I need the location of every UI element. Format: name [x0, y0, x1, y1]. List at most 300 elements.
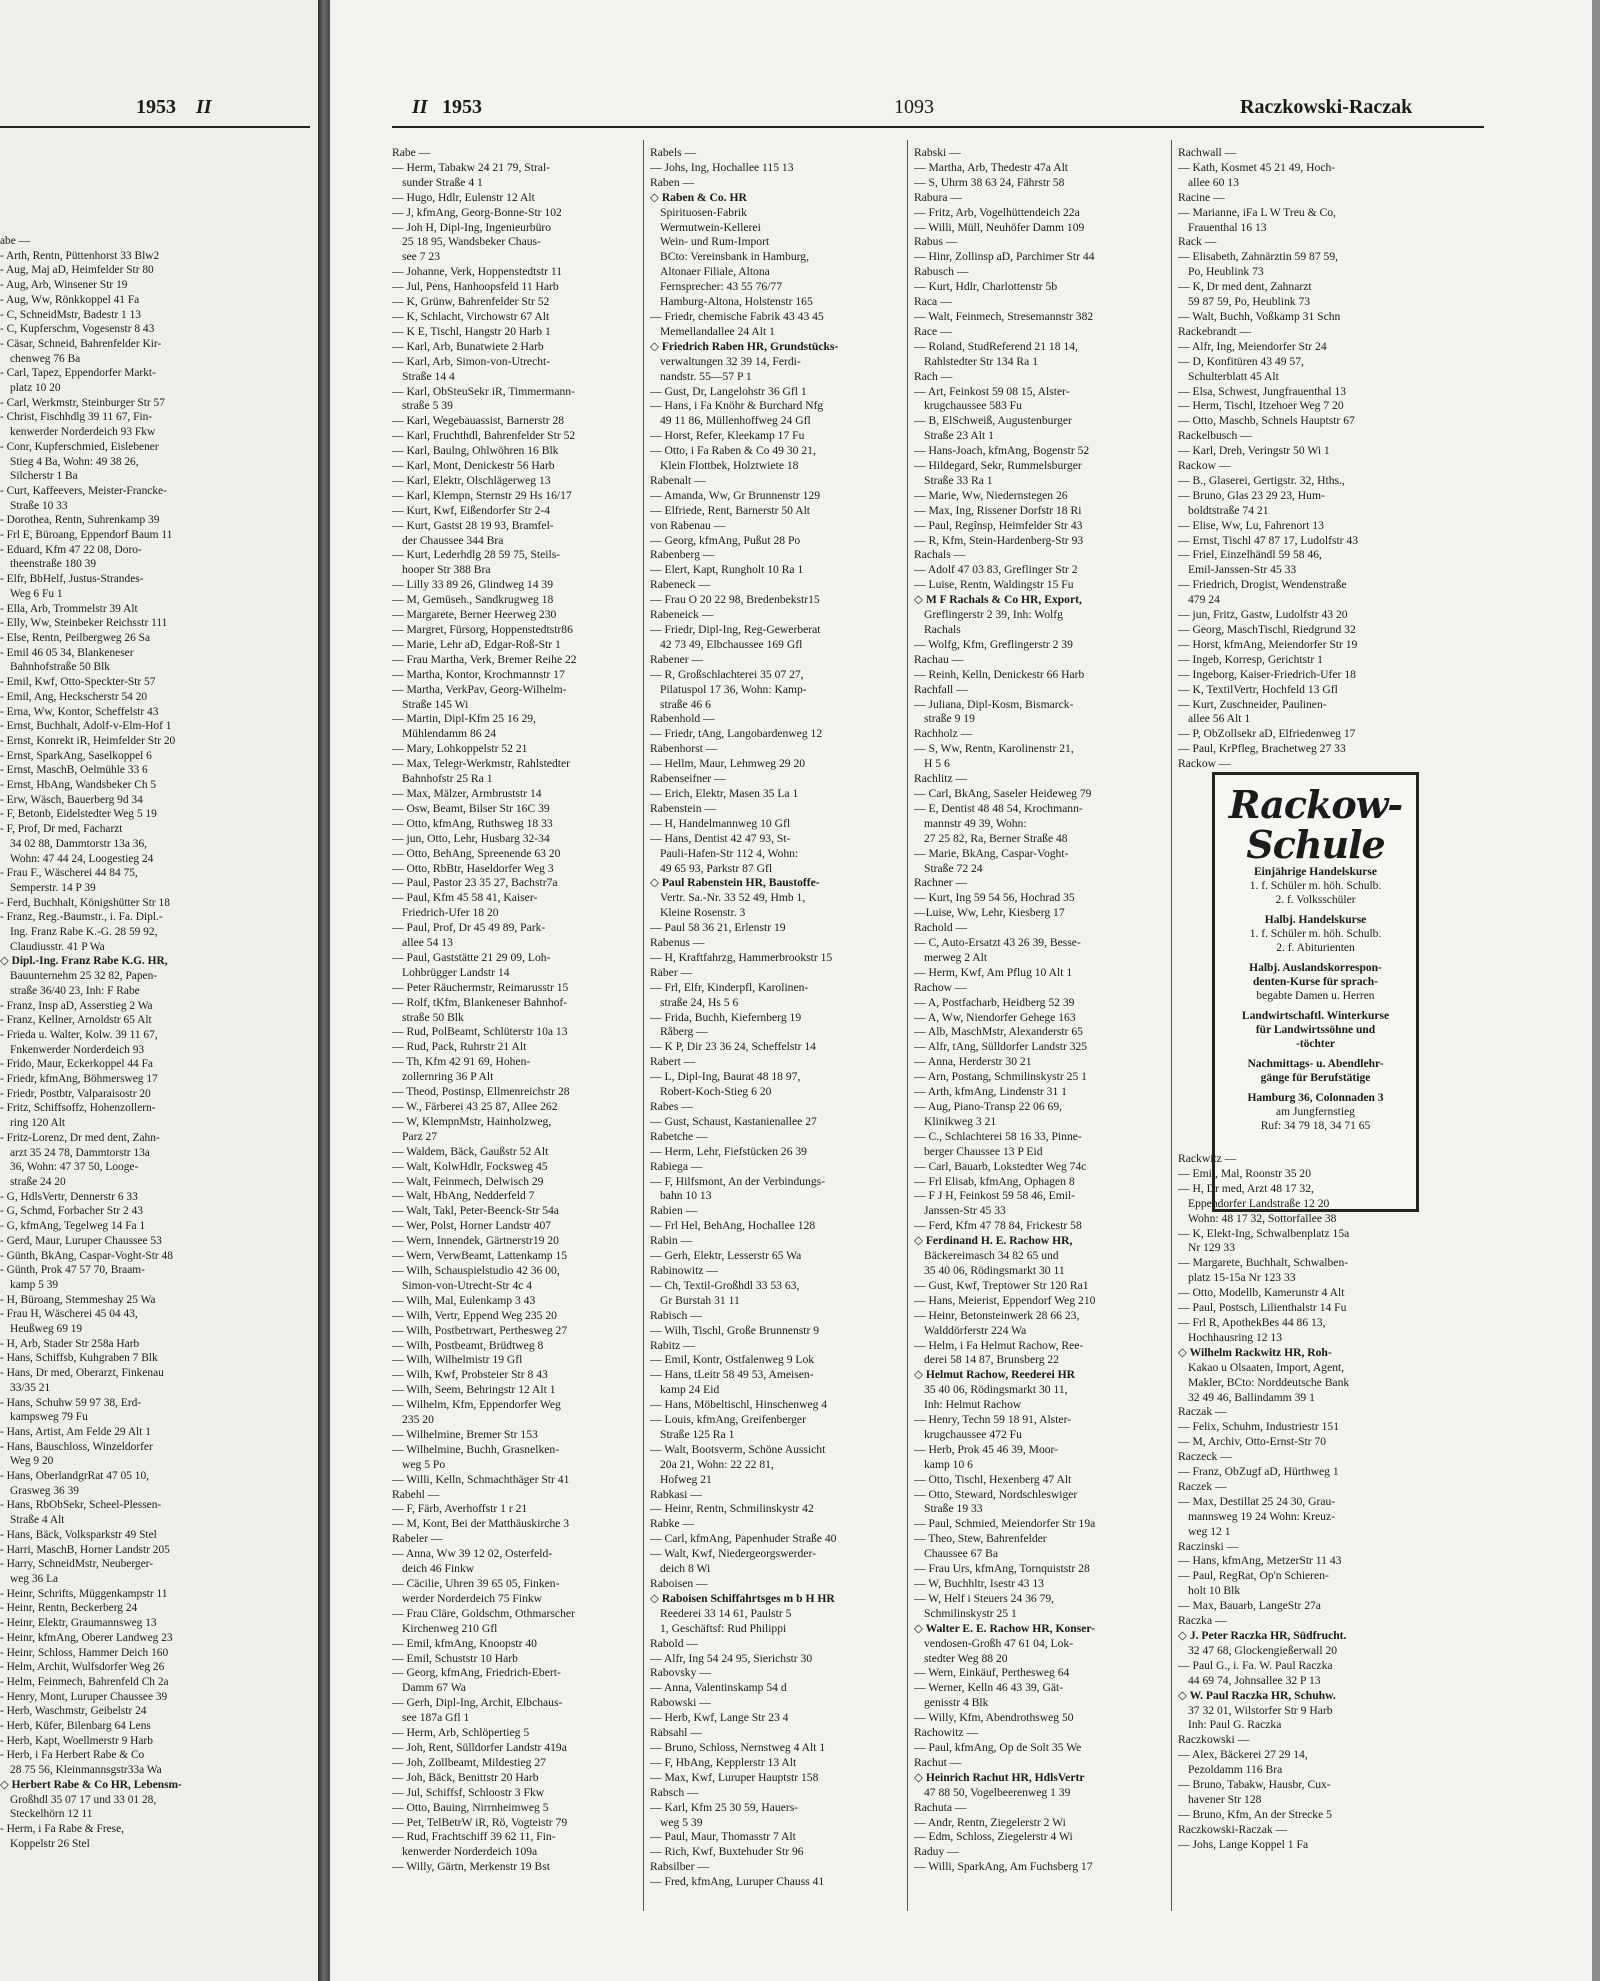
surname-heading: Raczek — [1178, 1479, 1227, 1493]
directory-entry: — Hellm, Maur, Lehmweg 29 20 [650, 757, 806, 771]
directory-entry: — Luise, Rentn, Waldingstr 15 Fu [914, 578, 1074, 592]
surname-heading: Raczka — [1178, 1614, 1227, 1628]
directory-entry: straße 50 Blk [402, 1010, 464, 1024]
directory-entry: — Paul, RegRat, Op'n Schieren- [1178, 1569, 1329, 1583]
directory-entry: - Elly, Ww, Steinbeker Reichsstr 111 [0, 617, 168, 630]
directory-entry: — Herm, Lehr, Fiefstücken 26 39 [650, 1144, 807, 1158]
directory-entry: — Lilly 33 89 26, Glindweg 14 39 [392, 578, 554, 592]
directory-entry: kamp 10 6 [924, 1457, 973, 1471]
surname-heading: Racine — [1178, 190, 1225, 204]
directory-entry: — Walt, Takl, Peter-Beenck-Str 54a [392, 1204, 559, 1218]
directory-entry: Nr 129 33 [1188, 1241, 1236, 1255]
directory-entry: — Hans, tLeitr 58 49 53, Ameisen- [650, 1368, 814, 1382]
directory-entry: — Marie, BkAng, Caspar-Voght- [914, 846, 1069, 860]
directory-entry: — Otto, BehAng, Spreenende 63 20 [392, 846, 561, 860]
directory-entry: kenwerder Norderdeich 93 Fkw [10, 426, 156, 439]
surname-heading: Rabener — [650, 652, 704, 666]
directory-entry: - Dorothea, Rentn, Suhrenkamp 39 [0, 514, 160, 527]
directory-entry: ring 120 Alt [10, 1117, 66, 1130]
directory-entry: — Herm, Arb, Schlöpertieg 5 [392, 1726, 530, 1740]
directory-entry: krugchaussee 472 Fu [924, 1427, 1022, 1441]
directory-entry: — Wilh, Mal, Eulenkamp 3 43 [392, 1293, 536, 1307]
directory-entry: — H, Kraftfahrzg, Hammerbrookstr 15 [650, 950, 833, 964]
directory-entry: — Georg, kfmAng, Pußut 28 Po [650, 533, 801, 547]
directory-entry: 35 40 06, Rödingsmarkt 30 11, [924, 1383, 1068, 1397]
directory-entry: 37 32 01, Wilstorfer Str 9 Harb [1188, 1703, 1333, 1717]
surname-heading: Rabetche — [650, 1129, 708, 1143]
directory-entry: — K, Schlacht, Virchowstr 67 Alt [392, 309, 550, 323]
directory-entry: Schmilinskystr 25 1 [924, 1606, 1017, 1620]
directory-entry: Hofweg 21 [660, 1472, 712, 1486]
directory-entry: Råberg — [660, 1025, 708, 1039]
directory-entry: — Max, Ing, Rissener Dorfstr 18 Ri [914, 503, 1082, 517]
directory-entry: Straße 145 Wi [402, 697, 469, 711]
directory-entry: - Ernst, SparkAng, Saselkoppel 6 [0, 749, 152, 762]
directory-entry: - Hans, Dr med, Oberarzt, Finkenau [0, 1367, 164, 1380]
directory-entry: — Paul, Schmied, Meiendorfer Str 19a [914, 1517, 1096, 1531]
surname-heading: Raboisen — [650, 1577, 708, 1590]
surname-heading: Rabes — [650, 1100, 693, 1113]
directory-entry: — Arth, kfmAng, Lindenstr 31 1 [914, 1085, 1067, 1099]
directory-entry: — F, HbAng, Kepplerstr 13 Alt [650, 1755, 797, 1769]
directory-entry: derei 58 14 87, Brunsberg 22 [924, 1353, 1060, 1367]
directory-entry: Friedrich-Ufer 18 20 [402, 906, 499, 920]
directory-entry: — Frl Hel, BehAng, Hochallee 128 [650, 1219, 816, 1233]
directory-entry: — Wolfg, Kfm, Greflingerstr 2 39 [914, 637, 1073, 651]
directory-entry: 235 20 [402, 1413, 434, 1427]
ad-line: -töchter [1296, 1038, 1335, 1050]
ad-title: Rackow-Schule [1228, 782, 1403, 867]
directory-entry: deich 46 Finkw [402, 1562, 475, 1576]
header-year: 1953 [442, 96, 482, 118]
directory-entry: — R, Großschlachterei 35 07 27, [650, 667, 804, 681]
directory-entry: 47 88 50, Vogelbeerenweg 1 39 [924, 1785, 1071, 1799]
surname-heading: Raczkowski-Raczak — [1178, 1822, 1288, 1836]
directory-entry: - Ernst, Konrekt iR, Heimfelder Str 20 [0, 734, 176, 747]
directory-entry: 20a 21, Wohn: 22 22 81, [660, 1457, 774, 1471]
ad-line: am Jungfernstieg [1276, 1106, 1355, 1118]
directory-entry: — Alex, Bäckerei 27 29 14, [1178, 1748, 1308, 1762]
directory-entry: — jun, Otto, Lehr, Husbarg 32-34 [392, 831, 550, 845]
directory-entry: 33/35 21 [10, 1381, 51, 1394]
surname-heading: Rach — [914, 369, 953, 383]
directory-entry: — Marianne, iFa L W Treu & Co, [1178, 205, 1336, 219]
surname-heading: Rabien — [650, 1204, 698, 1218]
directory-entry: — Theod, Postinsp, Ellmenreichstr 28 [392, 1085, 570, 1099]
ad-line: Ruf: 34 79 18, 34 71 65 [1260, 1120, 1371, 1132]
directory-entry: straße 36/40 23, Inh: F Rabe [10, 984, 140, 997]
directory-entry: — Jul, Schiffsf, Schloostr 3 Fkw [392, 1785, 545, 1799]
directory-entry: — Louis, kfmAng, Greifenberger [650, 1413, 806, 1427]
directory-entry: — M, Gemüseh., Sandkrugweg 18 [392, 593, 554, 607]
directory-entry: — Anna, Herderstr 30 21 [914, 1055, 1032, 1069]
directory-entry: — Walt, Feinmech, Delwisch 29 [392, 1174, 544, 1188]
directory-entry: — Reinh, Kelln, Denickestr 66 Harb [914, 667, 1085, 681]
directory-entry: — Theo, Stew, Bahrenfelder [914, 1532, 1047, 1546]
directory-entry: Grasweg 36 39 [10, 1484, 79, 1497]
surname-heading: Rabkasi — [650, 1487, 702, 1501]
directory-entry: - H, Arb, Stader Str 258a Harb [0, 1337, 140, 1350]
directory-entry: Straße 14 4 [402, 369, 455, 383]
directory-entry: — Georg, kfmAng, Friedrich-Ebert- [392, 1666, 561, 1680]
directory-entry: — Cäcilie, Uhren 39 65 05, Finken- [392, 1577, 560, 1590]
directory-entry: - C, Kupferschm, Vogesenstr 8 43 [0, 323, 155, 336]
directory-entry: 1, Geschäftsf: Rud Philippi [660, 1621, 787, 1635]
directory-entry: — Emil, Schuststr 10 Harb [392, 1651, 518, 1665]
surname-heading: Rabowski — [650, 1696, 711, 1710]
directory-entry: — Emil, kfmAng, Knoopstr 40 [392, 1636, 537, 1650]
directory-entry: — Henry, Techn 59 18 91, Alster- [914, 1413, 1072, 1427]
directory-entry: — Hildegard, Sekr, Rummelsburger [914, 459, 1082, 473]
directory-entry: — Alfr, Ing, Meiendorfer Str 24 [1178, 339, 1327, 353]
directory-entry: — Otto, RbBtr, Haseldorfer Weg 3 [392, 861, 554, 875]
directory-entry: - F, Betonb, Eidelstedter Weg 5 19 [0, 808, 157, 821]
directory-entry: - Frl E, Büroang, Eppendorf Baum 11 [0, 529, 173, 542]
directory-entry: 49 11 86, Müllenhoffweg 24 Gfl [660, 414, 811, 428]
directory-entry: Altonaer Filiale, Altona [660, 265, 770, 279]
directory-entry: — H, Handelmannweg 10 Gfl [650, 816, 791, 830]
directory-entry: — Jul, Pens, Hanhoopsfeld 11 Harb [392, 280, 559, 294]
directory-entry: - Eduard, Kfm 47 22 08, Doro- [0, 543, 142, 556]
directory-entry: — Art, Feinkost 59 08 15, Alster- [914, 384, 1070, 398]
directory-entry: verwaltungen 32 39 14, Ferdi- [660, 354, 801, 368]
directory-entry: — K E, Tischl, Hangstr 20 Harb 1 [392, 324, 551, 338]
directory-entry: Hamburg-Altona, Holstenstr 165 [660, 295, 813, 309]
directory-entry: ◇ Raben & Co. HR [650, 190, 747, 204]
directory-entry: werder Norderdeich 75 Finkw [402, 1591, 543, 1605]
directory-entry: — Frida, Buchh, Kiefernberg 19 [650, 1010, 802, 1024]
directory-entry: — Max, Bauarb, LangeStr 27a [1178, 1599, 1321, 1613]
surname-heading: Raczinski — [1178, 1539, 1239, 1553]
directory-entry: — Max, Destillat 25 24 30, Grau- [1178, 1494, 1336, 1508]
directory-entry: — Max, Telegr-Werkmstr, Rahlstedter [392, 757, 570, 771]
directory-entry: — Bruno, Glas 23 29 23, Hum- [1178, 488, 1325, 502]
directory-entry: - Conr, Kupferschmied, Eislebener [0, 440, 159, 453]
directory-entry: — S, Ww, Rentn, Karolinenstr 21, [914, 742, 1074, 756]
directory-entry: — W, Helf i Steuers 24 36 79, [914, 1591, 1055, 1605]
directory-entry: — Kurt, Lederhdlg 28 59 75, Steils- [392, 548, 561, 562]
directory-entry: — jun, Fritz, Gastw, Ludolfstr 43 20 [1178, 608, 1348, 622]
directory-entry: — Paul, Gaststätte 21 29 09, Loh- [392, 950, 551, 964]
directory-entry: — Willi, Kelln, Schmachthäger Str 41 [392, 1472, 570, 1486]
directory-entry: - Heinr, Schrifts, Müggenkampstr 11 [0, 1587, 168, 1600]
directory-entry: — W., Färberei 43 25 87, Allee 262 [392, 1100, 558, 1113]
directory-entry: - G, Schmd, Forbacher Str 2 43 [0, 1205, 143, 1218]
left-page [0, 0, 320, 1981]
ad-line: 2. f. Abiturienten [1276, 942, 1355, 954]
directory-entry: - Friedr, kfmAng, Böhmersweg 17 [0, 1073, 158, 1086]
directory-entry: - Franz, Kellner, Arnoldstr 65 Alt [0, 1014, 152, 1027]
directory-entry: — K, Elekt-Ing, Schwalbenplatz 15a [1178, 1226, 1350, 1240]
directory-entry: genisstr 4 Blk [924, 1696, 989, 1710]
directory-entry: — Paul, Prof, Dr 45 49 89, Park- [392, 921, 546, 935]
ad-line: begabte Damen u. Herren [1256, 990, 1375, 1002]
directory-entry: — Gust, Kwf, Treptower Str 120 Ra1 [914, 1278, 1089, 1292]
directory-entry: — Alfr, Ing 54 24 95, Sierichstr 30 [650, 1651, 813, 1665]
surname-heading: Rabehl — [392, 1487, 440, 1501]
directory-entry: Kirchenweg 210 Gfl [402, 1621, 498, 1635]
directory-entry: - Hans, OberlandgrRat 47 05 10, [0, 1470, 149, 1483]
directory-entry: - Günth, Prok 47 57 70, Braam- [0, 1264, 145, 1277]
directory-entry: bahn 10 13 [660, 1189, 712, 1203]
directory-entry: — Walt, HbAng, Nedderfeld 7 [392, 1189, 535, 1203]
directory-entry: - Helm, Feinmech, Bahrenfeld Ch 2a [0, 1675, 169, 1688]
directory-entry: — Adolf 47 03 83, Greflinger Str 2 [914, 563, 1078, 577]
directory-entry: 479 24 [1188, 593, 1220, 607]
directory-entry: ◇ Dipl.-Ing. Franz Rabe K.G. HR, [0, 955, 168, 968]
directory-entry: Simon-von-Utrecht-Str 4c 4 [402, 1278, 533, 1292]
directory-entry: see 187a Gfl 1 [402, 1711, 470, 1725]
surname-heading: Rachholz — [914, 727, 973, 741]
directory-entry: — Gerh, Dipl-Ing, Archit, Elbchaus- [392, 1696, 563, 1710]
directory-entry: — Wilhelmine, Bremer Str 153 [392, 1427, 538, 1441]
directory-entry: - Franz, Insp aD, Asserstieg 2 Wa [0, 999, 153, 1012]
directory-entry: Pezoldamm 116 Bra [1188, 1763, 1283, 1777]
directory-entry: — Marie, Lehr aD, Edgar-Roß-Str 1 [392, 637, 561, 651]
directory-entry: — Margret, Fürsorg, Hoppenstedtstr86 [392, 623, 573, 636]
directory-entry: — Willi, Müll, Neuhöfer Damm 109 [914, 220, 1085, 234]
directory-entry: — F, Hilfsmont, An der Verbindungs- [650, 1174, 826, 1188]
directory-entry: boldtstraße 74 21 [1188, 503, 1269, 517]
page-header [330, 92, 1592, 126]
surname-heading: Rabisch — [650, 1308, 702, 1322]
surname-heading: Rabovsky — [650, 1666, 711, 1680]
surname-heading: Rabsilber — [650, 1860, 709, 1874]
directory-entry: — Franz, ObZugf aD, Hürthweg 1 [1178, 1465, 1339, 1479]
directory-entry: platz 10 20 [10, 382, 61, 395]
directory-entry: — Ferd, Kfm 47 78 84, Frickestr 58 [914, 1219, 1082, 1233]
directory-entry: Fernsprecher: 43 55 76/77 [660, 280, 783, 294]
directory-entry: — Fritz, Arb, Vogelhüttendeich 22a [914, 205, 1080, 219]
directory-entry: — Mary, Lohkoppelstr 52 21 [392, 742, 528, 756]
surname-heading: Rabusch — [914, 265, 969, 279]
directory-entry: — B., Glaserei, Gertigstr. 32, Hths., [1178, 473, 1345, 487]
directory-entry: — Rud, PolBeamt, Schlüterstr 10a 13 [392, 1025, 568, 1039]
directory-entry: Rahlstedter Str 134 Ra 1 [924, 354, 1038, 368]
directory-entry: — Gust, Dr, Langelohstr 36 Gfl 1 [650, 384, 807, 398]
directory-entry: - Herm, i Fa Rabe & Frese, [0, 1822, 125, 1835]
directory-entry: - Curt, Kaffeevers, Meister-Francke- [0, 484, 167, 497]
directory-entry: — K P, Dir 23 36 24, Scheffelstr 14 [650, 1040, 816, 1054]
surname-heading: Rachold — [914, 921, 968, 935]
directory-entry: — W, Buchhltr, Isestr 43 13 [914, 1577, 1044, 1590]
surname-heading: Rabenberg — [650, 548, 715, 562]
directory-entry: 34 02 88, Dammtorstr 13a 36, [10, 837, 147, 850]
directory-entry: — Emil, Kontr, Ostfalenweg 9 Lok [650, 1353, 815, 1367]
surname-heading: Rabura — [914, 190, 962, 204]
directory-entry: - Frido, Maur, Eckerkoppel 44 Fa [0, 1058, 153, 1071]
directory-entry: — Karl, Dreh, Veringstr 50 Wi 1 [1178, 444, 1330, 458]
directory-entry: — A, Ww, Niendorfer Gehege 163 [914, 1010, 1076, 1024]
directory-entry: havener Str 128 [1188, 1792, 1262, 1806]
directory-entry: — Elert, Kapt, Rungholt 10 Ra 1 [650, 563, 804, 577]
directory-entry: — Joh H, Dipl-Ing, Ingenieurbüro [392, 220, 552, 234]
directory-entry: — Johs, Ing, Hochallee 115 13 [650, 160, 794, 174]
directory-entry: — Rolf, tKfm, Blankeneser Bahnhof- [392, 995, 568, 1009]
directory-entry: — Otto, Tischl, Hexenberg 47 Alt [914, 1472, 1072, 1486]
directory-entry: straße 9 19 [924, 712, 975, 726]
directory-entry: — E, Dentist 48 48 54, Krochmann- [914, 801, 1083, 815]
directory-entry: vendosen-Großh 47 61 04, Lok- [924, 1636, 1074, 1650]
directory-entry: — Paul, KrPfleg, Brachetweg 27 33 [1178, 742, 1346, 756]
directory-entry: Damm 67 Wa [402, 1681, 466, 1695]
directory-entry: — Gust, Schaust, Kastanienallee 27 [650, 1114, 817, 1128]
directory-entry: — K, TextilVertr, Hochfeld 13 Gfl [1178, 682, 1338, 696]
directory-entry: - Hans, Schuhw 59 97 38, Erd- [0, 1396, 142, 1409]
directory-entry: — Carl, BkAng, Saseler Heideweg 79 [914, 786, 1092, 800]
directory-entry: — Wilh, Schauspielstudio 42 36 00, [392, 1263, 560, 1277]
directory-entry: — W, KlempnMstr, Hainholzweg, [392, 1114, 552, 1128]
surname-heading: Rabenseifner — [650, 772, 726, 786]
directory-entry: Silcherstr 1 Ba [10, 470, 78, 483]
directory-entry: Greflingerstr 2 39, Inh: Wolfg [924, 608, 1063, 622]
directory-entry: 36, Wohn: 47 37 50, Looge- [10, 1161, 139, 1174]
directory-entry: — Erich, Elektr, Masen 35 La 1 [650, 786, 799, 800]
directory-entry: - F, Prof, Dr med, Facharzt [0, 823, 123, 836]
directory-entry: ◇ Friedrich Raben HR, Grundstücks- [650, 339, 839, 353]
column-rule-2 [907, 140, 908, 1911]
directory-entry: — Elisabeth, Zahnärztin 59 87 59, [1178, 250, 1339, 264]
directory-entry: - Harri, MaschB, Horner Landstr 205 [0, 1543, 170, 1556]
directory-entry: mannsweg 19 24 Wohn: Kreuz- [1188, 1509, 1335, 1523]
surname-heading: Rachals — [914, 548, 966, 562]
directory-entry: — Hans, Möbeltischl, Hinschenweg 4 [650, 1398, 828, 1412]
surname-heading: Raczeck — [1178, 1450, 1232, 1464]
directory-entry: 59 87 59, Po, Heublink 73 [1188, 295, 1311, 309]
directory-entry: — Walt, KolwHdlr, Focksweg 45 [392, 1159, 548, 1173]
directory-entry: — Willy, Gärtn, Merkenstr 19 Bst [392, 1860, 550, 1874]
directory-entry: - Erw, Wäsch, Bauerberg 9d 34 [0, 793, 143, 806]
directory-entry: — Friedr, tAng, Langobardenweg 12 [650, 727, 823, 741]
directory-entry: — Hinr, Zollinsp aD, Parchimer Str 44 [914, 250, 1095, 264]
directory-entry: — Friedr, Dipl-Ing, Reg-Gewerberat [650, 623, 821, 636]
directory-entry: allee 56 Alt 1 [1188, 712, 1251, 726]
directory-entry: - Ernst, Buchhalt, Adolf-v-Elm-Hof 1 [0, 720, 172, 733]
surname-heading: Rackow — [1178, 459, 1231, 473]
directory-entry: 49 65 93, Parkstr 87 Gfl [660, 861, 773, 875]
directory-entry: — Carl, kfmAng, Papenhuder Straße 40 [650, 1532, 837, 1546]
directory-entry: - Herb, Kapt, Woellmerstr 9 Harb [0, 1734, 153, 1747]
directory-entry: — Ingeb, Korresp, Gerichtstr 1 [1178, 652, 1323, 666]
surname-heading: Race — [914, 324, 952, 338]
surname-heading: Rabenstein — [650, 801, 717, 815]
directory-entry: — Frau Urs, kfmAng, Tornquiststr 28 [914, 1562, 1090, 1576]
directory-entry: — Martin, Dipl-Kfm 25 16 29, [392, 712, 536, 726]
directory-entry: sunder Straße 4 1 [402, 175, 483, 189]
directory-entry: Semperstr. 14 P 39 [10, 881, 96, 894]
directory-entry: - Henry, Mont, Luruper Chaussee 39 [0, 1690, 168, 1703]
directory-entry: - G, HdlsVertr, Dennerstr 6 33 [0, 1190, 138, 1203]
surname-heading: Rabski — [914, 146, 961, 159]
surname-heading: Rachwall — [1178, 146, 1237, 159]
directory-entry: — Joh, Zollbeamt, Mildestieg 27 [392, 1755, 546, 1769]
directory-entry: Steckelhörn 12 11 [10, 1808, 93, 1821]
directory-entry: - Heinr, Rentn, Beckerberg 24 [0, 1602, 138, 1615]
running-head: Raczkowski-Raczak [1240, 96, 1413, 118]
directory-entry: — Th, Kfm 42 91 69, Hohen- [392, 1055, 531, 1069]
directory-entry: — Herm, Tischl, Itzehoer Weg 7 20 [1178, 399, 1344, 413]
directory-entry: - Frau F., Wäscherei 44 84 75, [0, 867, 138, 880]
directory-entry: - Hans, Bauschloss, Winzeldorfer [0, 1440, 153, 1453]
directory-entry: — Bruno, Kfm, An der Strecke 5 [1178, 1807, 1332, 1821]
surname-heading: Raca — [914, 295, 952, 309]
directory-entry: Wermutwein-Kellerei [660, 220, 761, 234]
directory-entry: BCto: Vereinsbank in Hamburg, [660, 250, 809, 264]
directory-entry: — M, Archiv, Otto-Ernst-Str 70 [1178, 1435, 1327, 1449]
directory-entry: — Kurt, Zuschneider, Paulinen- [1178, 697, 1327, 711]
ad-line: Hamburg 36, Colonnaden 3 [1247, 1092, 1384, 1104]
surname-heading: Rabert — [650, 1055, 696, 1069]
ad-line: 1. f. Schüler m. höh. Schulb. [1249, 880, 1382, 892]
directory-entry: — Juliana, Dipl-Kosm, Bismarck- [914, 697, 1074, 711]
directory-entry: — Paul, Maur, Thomasstr 7 Alt [650, 1830, 796, 1844]
directory-entry: - Heinr, Schloss, Hammer Deich 160 [0, 1646, 169, 1659]
header-rule [392, 126, 1484, 128]
directory-entry: — Wern, Einkäuf, Perthesweg 64 [914, 1666, 1070, 1680]
directory-entry: — D, Konfitüren 43 49 57, [1178, 354, 1304, 368]
directory-entry: allee 60 13 [1188, 175, 1239, 189]
directory-entry: — Otto, i Fa Raben & Co 49 30 21, [650, 444, 816, 458]
surname-heading: Raduy — [914, 1845, 959, 1859]
directory-entry: platz 15-15a Nr 123 33 [1188, 1271, 1296, 1285]
directory-entry: Straße 23 Alt 1 [924, 429, 994, 443]
directory-entry: — Joh, Rent, Sülldorfer Landstr 419a [392, 1740, 567, 1754]
directory-entry: — Hans, Dentist 42 47 93, St- [650, 831, 791, 845]
directory-entry: — Max, Mälzer, Armbruststr 14 [392, 786, 542, 800]
directory-entry: — Wilh, Vertr, Eppend Weg 235 20 [392, 1308, 557, 1322]
directory-entry: Bäckereimasch 34 82 65 und [924, 1249, 1059, 1263]
directory-entry: — Wilh, Wilhelmistr 19 Gfl [392, 1353, 523, 1367]
directory-entry: — Otto, Modellb, Kamerunstr 4 Alt [1178, 1286, 1345, 1300]
directory-entry: Klein Flottbek, Holztwiete 18 [660, 459, 799, 473]
directory-entry: - Arth, Rentn, Püttenhorst 33 Blw2 [0, 249, 160, 262]
ad-line: 1. f. Schüler m. höh. Schulb. [1249, 928, 1382, 940]
directory-entry: - Ferd, Buchhalt, Königshütter Str 18 [0, 896, 170, 909]
directory-entry: ◇ Herbert Rabe & Co HR, Lebensm- [0, 1778, 182, 1791]
directory-entry: — Paul G., i. Fa. W. Paul Raczka [1178, 1658, 1333, 1672]
directory-entry: — Elfriede, Rent, Barnerstr 50 Alt [650, 503, 811, 517]
directory-entry: straße 46 6 [660, 697, 711, 711]
directory-entry: — Peter Räuchermstr, Reimarusstr 15 [392, 980, 569, 994]
surname-heading: Rachlitz — [914, 772, 968, 786]
directory-entry: allee 54 13 [402, 936, 453, 950]
directory-entry: nandstr. 55—57 P 1 [660, 369, 752, 383]
directory-entry: — Martha, VerkPav, Georg-Wilhelm- [392, 682, 567, 696]
directory-entry: Memellandallee 24 Alt 1 [660, 324, 775, 338]
directory-entry: Heußweg 69 19 [10, 1323, 83, 1336]
directory-entry: - Harry, SchneidMstr, Neuberger- [0, 1558, 154, 1571]
directory-entry: hooper Str 388 Bra [402, 563, 491, 577]
directory-entry: - Cäsar, Schneid, Bahrenfelder Kir- [0, 337, 162, 350]
surname-heading: Rachner — [914, 876, 968, 890]
directory-entry: Inh: Paul G. Raczka [1188, 1718, 1282, 1732]
surname-heading: Raczkowski — [1178, 1733, 1250, 1747]
directory-entry: weg 5 39 [660, 1815, 703, 1829]
directory-entry: — Felix, Schuhm, Industriestr 151 [1178, 1420, 1340, 1434]
directory-entry: Reederei 33 14 61, Paulstr 5 [660, 1606, 792, 1620]
surname-heading: Rachut — [914, 1755, 962, 1769]
directory-entry: ◇ M F Rachals & Co HR, Export, [914, 593, 1082, 607]
directory-entry: — Friel, Einzelhändl 59 58 46, [1178, 548, 1322, 562]
surname-heading: Rabitz — [650, 1338, 695, 1352]
directory-entry: — Karl, Wegebauassist, Barnerstr 28 [392, 414, 565, 428]
directory-entry: — Carl, Bauarb, Lokstedter Weg 74c [914, 1159, 1087, 1173]
column-rule-3 [1171, 140, 1172, 1911]
directory-entry: — Karl, Arb, Simon-von-Utrecht- [392, 354, 551, 368]
directory-entry: — Joh, Bäck, Benittstr 20 Harb [392, 1770, 539, 1784]
directory-entry: 42 73 49, Elbchaussee 169 Gfl [660, 637, 803, 651]
directory-entry: — C, Auto-Ersatzt 43 26 39, Besse- [914, 936, 1081, 950]
